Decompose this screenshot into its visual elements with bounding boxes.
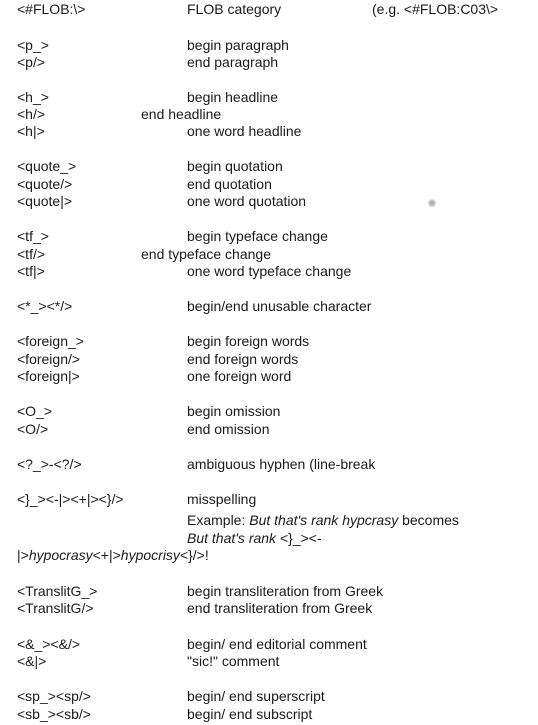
- o-end-desc: end omission: [187, 421, 270, 437]
- subscript-desc: begin/ end subscript: [187, 706, 313, 722]
- flob-code: <#FLOB:\>: [17, 1, 86, 17]
- o-end-code: <O/>: [17, 421, 49, 437]
- quote-one-desc: one word quotation: [187, 193, 307, 209]
- quote-end-desc: end quotation: [187, 176, 272, 192]
- foreign-begin-desc: begin foreign words: [187, 333, 310, 349]
- example-suffix: becomes: [398, 512, 459, 528]
- tf-one-code: <tf|>: [17, 263, 45, 279]
- p-begin-desc: begin paragraph: [187, 37, 289, 53]
- superscript-desc: begin/ end superscript: [187, 688, 325, 704]
- h-one-code: <h|>: [17, 123, 45, 139]
- unusable-code: <*_><*/>: [17, 298, 73, 314]
- hyphen-code: <?_>-<?/>: [17, 456, 82, 472]
- translit-end-desc: end transliteration from Greek: [187, 600, 373, 616]
- misspelling-code: <}_><-|><+|><}/>: [17, 491, 124, 507]
- tf-end-desc: end typeface change: [141, 246, 271, 262]
- editorial-code: <&_><&/>: [17, 636, 81, 652]
- misspelling-desc: misspelling: [187, 491, 257, 507]
- h-begin-desc: begin headline: [187, 89, 279, 105]
- p-begin-code: <p_>: [17, 37, 49, 53]
- h-one-desc: one word headline: [187, 123, 302, 139]
- quote-one-code: <quote|>: [17, 193, 73, 209]
- superscript-code: <sp_><sp/>: [17, 688, 91, 704]
- p-end-code: <p/>: [17, 54, 46, 70]
- translit-end-code: <TranslitG/>: [17, 600, 94, 616]
- quote-begin-code: <quote_>: [17, 158, 77, 174]
- tf-end-code: <tf/>: [17, 246, 46, 262]
- example-code-c: <+|>: [92, 547, 121, 563]
- example-word-right: hypocrisy: [120, 547, 180, 563]
- editorial-desc: begin/ end editorial comment: [187, 636, 367, 652]
- tf-begin-code: <tf_>: [17, 228, 49, 244]
- flob-example: (e.g. <#FLOB:C03\>: [372, 1, 499, 17]
- example-prefix: Example:: [187, 512, 250, 528]
- foreign-one-desc: one foreign word: [187, 368, 292, 384]
- foreign-end-code: <foreign/>: [17, 351, 81, 367]
- h-end-desc: end headline: [141, 106, 222, 122]
- h-end-code: <h/>: [17, 106, 46, 122]
- example-code-a: |>: [17, 547, 29, 563]
- misspelling-example-line-3: [17, 547, 229, 564]
- flob-desc: FLOB category: [187, 1, 282, 17]
- tf-one-desc: one word typeface change: [187, 263, 352, 279]
- hyphen-desc: ambiguous hyphen (line-break: [187, 456, 376, 472]
- foreign-one-code: <foreign|>: [17, 368, 80, 384]
- o-begin-code: <O_>: [17, 403, 53, 419]
- translit-begin-desc: begin transliteration from Greek: [187, 583, 384, 599]
- example-suffix-2: <}_><-: [276, 530, 322, 546]
- smudge-dot: [428, 199, 436, 207]
- foreign-begin-code: <foreign_>: [17, 333, 84, 349]
- example-italic-2: But that's rank: [187, 530, 277, 546]
- example-word-wrong: hypocrasy: [28, 547, 93, 563]
- quote-end-code: <quote/>: [17, 176, 73, 192]
- translit-begin-code: <TranslitG_>: [17, 583, 98, 599]
- example-italic: But that's rank hypcrasy: [249, 512, 399, 528]
- h-begin-code: <h_>: [17, 89, 49, 105]
- tf-begin-desc: begin typeface change: [187, 228, 328, 244]
- p-end-desc: end paragraph: [187, 54, 279, 70]
- quote-begin-desc: begin quotation: [187, 158, 283, 174]
- foreign-end-desc: end foreign words: [187, 351, 299, 367]
- unusable-desc: begin/end unusable character: [187, 298, 372, 314]
- sic-code: <&|>: [17, 653, 47, 669]
- misspelling-example-line-2: [187, 530, 337, 547]
- sic-desc: "sic!" comment: [187, 653, 280, 669]
- misspelling-example-line-1: [187, 512, 489, 529]
- example-code-e: <}/>!: [179, 547, 209, 563]
- subscript-code: <sb_><sb/>: [17, 706, 91, 722]
- o-begin-desc: begin omission: [187, 403, 281, 419]
